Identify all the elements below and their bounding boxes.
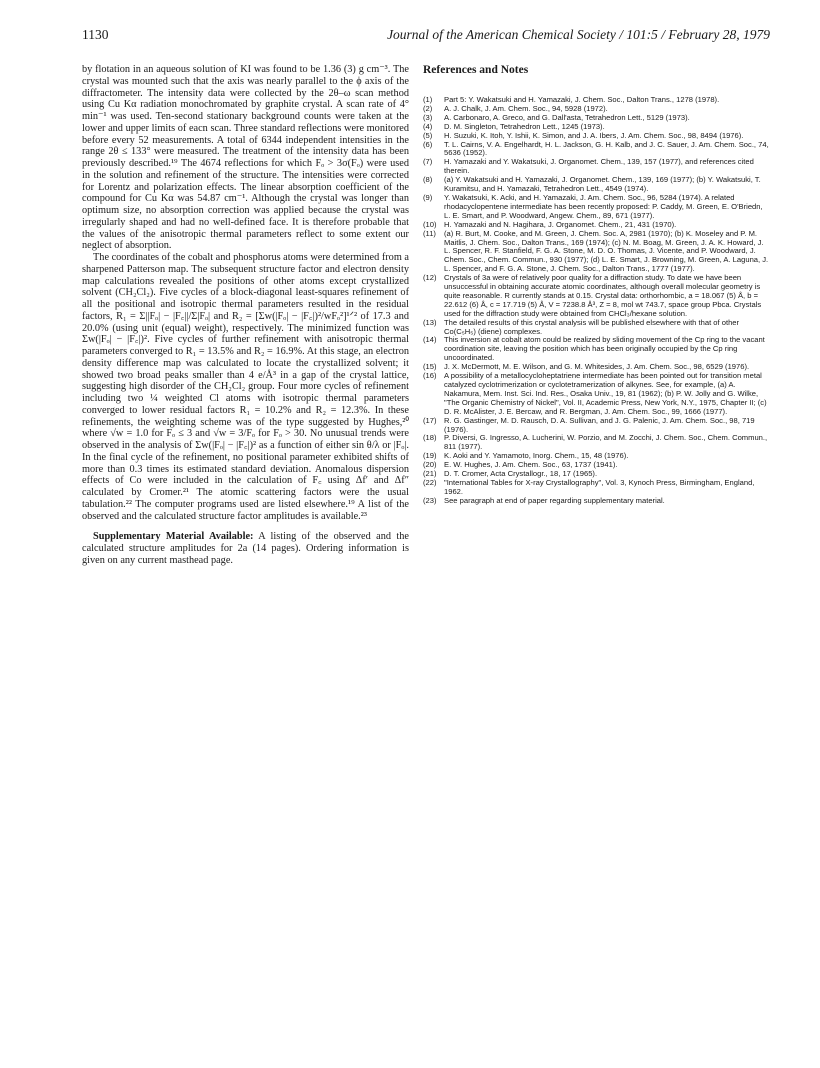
reference-item <box>423 319 771 337</box>
reference-number: (2) <box>423 103 433 113</box>
reference-item <box>423 336 771 363</box>
reference-text: Y. Wakatsuki, K. Acki, and H. Yamazaki, J. Am. Chem. Soc., 96, 5284 (1974). A related rhodacyclopentene intermediate has been recently proposed: P. Caddy, M. Green, E. O'Briedn, L. E. Smart, and P. Woodward, Angew. Chem., 89, 671 (1977). <box>444 192 763 220</box>
reference-item <box>423 372 771 417</box>
reference-number: (5) <box>423 130 433 140</box>
body-column <box>82 64 409 567</box>
reference-text: D. M. Singleton, Tetrahedron Lett., 1245 (1973). <box>444 121 605 131</box>
reference-item <box>423 479 771 497</box>
reference-item <box>423 176 771 194</box>
reference-number: (8) <box>423 175 433 185</box>
reference-text: A. Carbonaro, A. Greco, and G. Dall'asta, Tetrahedron Lett., 5129 (1973). <box>444 112 690 122</box>
body-paragraph: by flotation in an aqueous solution of KI was found to be 1.36 (3) g cm⁻³. The crystal was mounted such that the axis was nearly parallel to the ϕ axis of the diffractometer. The intensity data were collected by the 2θ–ω scan method using Cu Kα radiation monochromated by graphite crystal. A scan rate of 4° min⁻¹ was used. Ten-second stationary background counts were taken at the lower and upper limits of eacn scan. Three standard reflections were monitored before every 52 measurements. A total of 6344 independent intensities in the range 2θ ≤ 133° were measured. The treatment of the intensity data has been previously described.¹⁹ The 4674 reflections for which Fₒ > 3σ(Fₒ) were used in the solution and refinement of the structure. The intensities were corrected for Lorentz and polarization effects. The linear absorption coefficient of the compound for Cu Kα was 54.87 cm⁻¹. Although the crystal was longer than optimum size, no absorption correction was applied because the crystal was irregularly shaped and had no well-defined face. It is therefore probable that the values of the anisotropic thermal parameters reflect to some extent our neglect of absorption. <box>82 64 409 252</box>
reference-text: H. Suzuki, K. Itoh, Y. Ishii, K. Simon, and J. A. Ibers, J. Am. Chem. Soc., 98, 8494 (1976). <box>444 130 744 140</box>
reference-text: K. Aoki and Y. Yamamoto, Inorg. Chem., 15, 48 (1976). <box>444 451 629 461</box>
reference-number: (14) <box>423 335 437 345</box>
reference-text: A. J. Chalk, J. Am. Chem. Soc., 94, 5928 (1972). <box>444 103 608 113</box>
supplementary-heading: Supplementary Material Available: <box>93 531 254 543</box>
reference-number: (22) <box>423 477 437 487</box>
reference-number: (9) <box>423 192 433 202</box>
page-number: 1130 <box>82 27 109 42</box>
references-heading: References and Notes <box>423 64 529 76</box>
references-column <box>423 64 771 506</box>
reference-number: (1) <box>423 95 433 104</box>
supplementary-paragraph <box>82 531 409 566</box>
reference-text: Crystals of 3a were of relatively poor quality for a diffraction study. To date we have been unsuccessful in obtaining accurate atomic coordinates, although overall molecular geometry is quite reasonable. R currently stands at 0.15. Crystal data: orthorhombic, a = 18.067 (5) Å, b = 22.612 (6) Å, c = 17.719 (5) Å, V = 7238.8 Å³, Z = 8, mol wt 743.7, space group Pbca. Crystals used for the diffraction study were obtained from CHCl₃/hexane solution. <box>444 273 762 318</box>
reference-text: This inversion at cobalt atom could be realized by sliding movement of the Cp ring to the vacant coordination site, leaving the position which has been originally occupied by the Cp ring uncoordinated. <box>444 335 765 363</box>
reference-text: A possibility of a metallocycloheptatriene intermediate has been pointed out for transition metal catalyzed cyclotrimerization or cyclotetramerization of alkynes. See, for example, (a) A. Nakamura, Mem. Inst. Sci. Ind. Res., Osaka Univ., 19, 81 (1962); (b) P. W. Jolly and G. Wilke, "The Organic Chemistry of Nickel", Vol. II, Academic Press, New York, N.Y., 1975, Chapter II; (c) D. R. McAlister, J. E. Bercaw, and R. Bergman, J. Am. Chem. Soc., 99, 1666 (1977). <box>444 371 767 416</box>
reference-text: H. Yamazaki and N. Hagihara, J. Organomet. Chem., 21, 431 (1970). <box>444 219 677 229</box>
reference-item <box>423 274 771 319</box>
reference-number: (7) <box>423 157 433 167</box>
reference-item <box>423 497 771 506</box>
reference-number: (3) <box>423 112 433 122</box>
reference-number: (19) <box>423 451 437 461</box>
reference-text: The detailed results of this crystal analysis will be published elsewhere with that of other Co(C₅H₅) (diene) complexes. <box>444 317 740 336</box>
reference-number: (11) <box>423 228 436 238</box>
reference-text: T. L. Cairns, V. A. Engelhardt, H. L. Jackson, G. H. Kalb, and J. C. Sauer, J. Am. Chem. Soc., 74, 5636 (1952). <box>444 139 769 158</box>
reference-number: (12) <box>423 273 437 283</box>
running-head: Journal of the American Chemical Society / 101:5 / February 28, 1979 <box>387 27 770 42</box>
reference-text: E. W. Hughes, J. Am. Chem. Soc., 63, 1737 (1941). <box>444 460 618 470</box>
reference-number: (4) <box>423 121 433 131</box>
reference-text: P. Diversi, G. Ingresso, A. Lucherini, W. Porzio, and M. Zocchi, J. Chem. Soc., Chem. Commun., 811 (1977). <box>444 433 768 452</box>
reference-number: (6) <box>423 139 433 149</box>
reference-text: J. X. McDermott, M. E. Wilson, and G. M. Whitesides, J. Am. Chem. Soc., 98, 6529 (1976). <box>444 362 750 372</box>
reference-text: "International Tables for X-ray Crystallography", Vol. 3, Kynoch Press, Birmingham, England, 1962. <box>444 477 755 496</box>
reference-item <box>423 230 771 275</box>
reference-number: (20) <box>423 460 437 470</box>
reference-number: (10) <box>423 219 437 229</box>
supplementary-text: A listing of the observed and the calculated structure amplitudes for 2a (14 pages). Ordering information is given on any current masthead page. <box>82 531 409 566</box>
reference-text: (a) R. Burt, M. Cooke, and M. Green, J. Chem. Soc. A, 2981 (1970); (b) K. Moseley and P. M. Maitlis, J. Chem. Soc., Dalton Trans., 169 (1974); (c) N. M. Boag, M. Green, J. A. K. Howard, J. L. Spencer, R. F. Stanfield, F. G. A. Stone, M. D. O. Thomas, J. Vicente, and P. Woodward, J. Chem. Soc., Chem. Commun., 930 (1977); (d) L. E. Smart, J. Browning, M. Green, A. Laguna, J. L. Spencer, and F. G. A. Stone, J. Chem. Soc., Dalton Trans., 1777 (1977). <box>444 228 769 274</box>
reference-number: (23) <box>423 495 437 505</box>
reference-text: H. Yamazaki and Y. Wakatsuki, J. Organomet. Chem., 139, 157 (1977), and references cited therein. <box>444 157 754 176</box>
reference-number: (15) <box>423 362 437 372</box>
reference-item <box>423 141 771 159</box>
reference-list <box>423 96 771 506</box>
reference-number: (21) <box>423 469 437 479</box>
reference-number: (16) <box>423 371 437 381</box>
reference-number: (18) <box>423 433 437 443</box>
page-header <box>82 27 770 47</box>
reference-text: See paragraph at end of paper regarding supplementary material. <box>444 495 665 505</box>
reference-number: (17) <box>423 415 437 425</box>
reference-number: (13) <box>423 317 437 327</box>
reference-text: (a) Y. Wakatsuki and H. Yamazaki, J. Organomet. Chem., 139, 169 (1977); (b) Y. Wakatsuki, T. Kuramitsu, and H. Yamazaki, Tetrahedron Lett., 4549 (1974). <box>444 175 761 194</box>
reference-text: D. T. Cromer, Acta Crystallogr., 18, 17 (1965). <box>444 469 598 479</box>
reference-item <box>423 417 771 435</box>
reference-text: R. G. Gastinger, M. D. Rausch, D. A. Sullivan, and J. G. Palenic, J. Am. Chem. Soc., 98, 719 (1976). <box>444 415 755 434</box>
body-paragraph: The coordinates of the cobalt and phosphorus atoms were determined from a sharpened Patterson map. The subsequent structure factor and electron density map calculations revealed the positions of other atoms except crystallized solvent (CH₂Cl₂). Five cycles of a block-diagonal least-squares refinement of all the positional and isotropic thermal parameters resulted in the residual factors, R₁ = Σ||Fₒ| − |F꜀||/Σ|Fₒ| and R₂ = [Σw(|Fₒ| − |F꜀|)²/wFₒ²]¹ᐟ² of 17.3 and 20.0% (using unit (equal) weight), respectively. The minimized function was Σw(|Fₒ| − |F꜀|)². Five cycles of further refinement with anisotropic thermal parameters converged to R₁ = 13.5% and R₂ = 16.9%. At this stage, an electron density difference map was calculated to locate the crystallized solvent; it showed two broad peaks smaller than 4 e/Å³ in a gap of the crystal lattice, suggesting high disorder of the CH₂Cl₂ group. Four more cycles of refinement including two ¼ weighted Cl atoms with isotropic thermal parameters converged to lower residual factors R₁ = 10.2% and R₂ = 12.3%. In these refinements, the weighting scheme was of the type suggested by Hughes,²⁰ where √w = 1.0 for Fₒ ≤ 3 and √w = 3/Fₒ for Fₒ > 30. No unusual trends were observed in the analysis of Σw(|Fₒ| − |F꜀|)² as a function of either sin θ/λ or |Fₒ|. In the final cycle of the refinement, no positional parameter exhibited shifts of more than 0.3 times its estimated standard deviation. Anomalous dispersion effects of Co were included in the calculation of F꜀ using Δf′ and Δf″ calculated by Cromer.²¹ The atomic scattering factors were the usual tabulation.²² The computer programs used are listed elsewhere.¹⁹ A list of the observed and the calculated structure factor amplitudes is available.²³ <box>82 252 409 522</box>
reference-text: Part 5: Y. Wakatsuki and H. Yamazaki, J. Chem. Soc., Dalton Trans., 1278 (1978). <box>444 95 720 104</box>
reference-item <box>423 158 771 176</box>
reference-item <box>423 194 771 221</box>
reference-item <box>423 434 771 452</box>
